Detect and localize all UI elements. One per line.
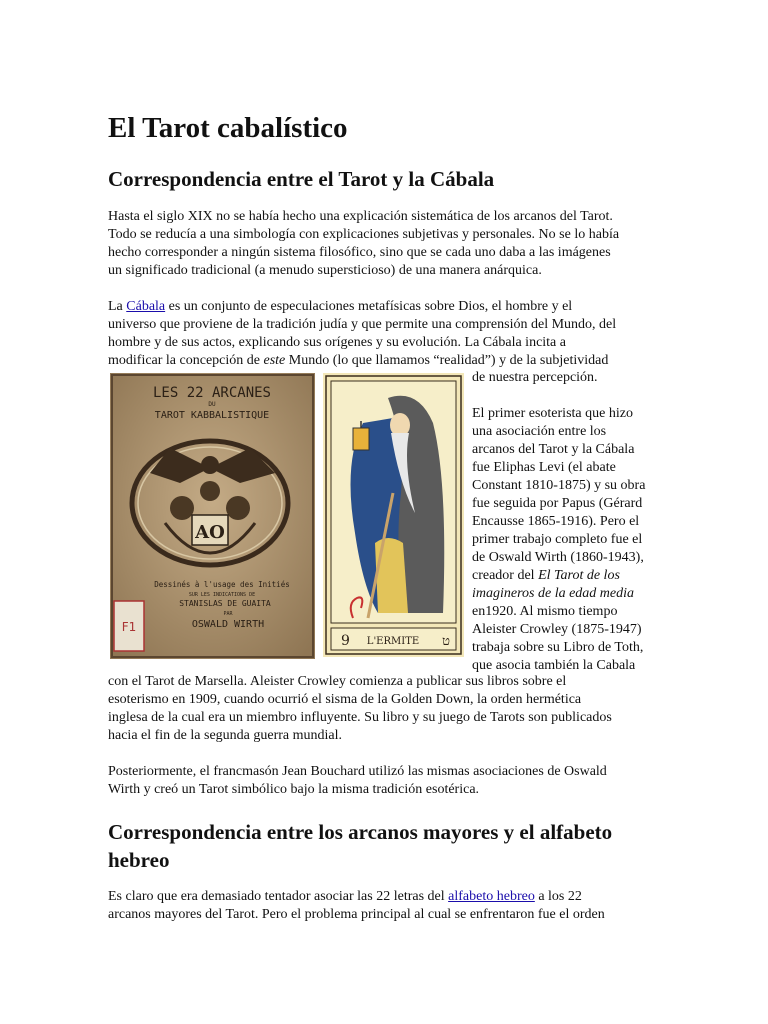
text-line: inglesa de la cual era un miembro influyente. Su libro y su juego de Tarots son publicados: [108, 710, 612, 725]
text-line: Todo se reducía a una simbología con explicaciones subjetivas y personales. No se lo había: [108, 227, 620, 242]
text-fragment: a los 22: [534, 889, 582, 904]
text-line: [472, 567, 672, 585]
tarot-card-hermit-image: [323, 373, 464, 657]
cover-stamp: F1: [121, 620, 137, 634]
text-fragment: La: [108, 299, 127, 314]
text-fragment: es un conjunto de especulaciones metafísicas sobre Dios, el hombre y el: [165, 299, 573, 314]
emphasis-text: este: [263, 353, 286, 368]
cover-caption: PAR: [223, 611, 233, 617]
cover-title-du: DU: [208, 401, 216, 408]
text-line: fue Eliphas Levi (el abate: [472, 460, 616, 475]
text-line: El primer esoterista que hizo: [472, 406, 633, 421]
text-line: primer trabajo completo fue el: [472, 532, 643, 547]
text-line: [108, 352, 660, 370]
text-line: Aleister Crowley (1875-1947): [472, 622, 642, 637]
paragraph-cabala: [108, 298, 660, 370]
text-line: Wirth y creó un Tarot simbólico bajo la misma tradición esotérica.: [108, 782, 480, 797]
emphasis-text: imagineros de la edad media: [472, 586, 635, 601]
text-line: de nuestra percepción.: [472, 370, 598, 385]
card-number: 9: [341, 633, 350, 649]
cover-caption: Dessinés à l'usage des Initiés: [154, 580, 290, 589]
text-fragment: Es claro que era demasiado tentador asociar las 22 letras del: [108, 889, 449, 904]
emphasis-text: El Tarot de los: [538, 568, 620, 583]
text-line: Constant 1810-1875) y su obra: [472, 478, 646, 493]
text-line: universo que proviene de la tradición judía y que permite una comprensión del Mundo, del: [108, 317, 617, 332]
text-line: con el Tarot de Marsella. Aleister Crowley comienza a publicar sus libros sobre el: [108, 674, 567, 689]
paragraph-intro: [108, 208, 660, 280]
cover-caption: SUR LES INDICATIONS DE: [188, 592, 256, 598]
text-line: fue seguida por Papus (Gérard: [472, 496, 643, 511]
section-heading-tarot-cabala: Correspondencia entre el Tarot y la Cábala: [108, 167, 495, 191]
section-heading-alfabeto-hebreo: Correspondencia entre los arcanos mayores y el alfabeto hebreo: [108, 820, 613, 872]
cover-title-main: TAROT KABBALISTIQUE: [154, 410, 270, 421]
text-line: Posteriormente, el francmasón Jean Bouchard utilizó las mismas asociaciones de Oswald: [108, 764, 607, 779]
cover-monogram: AO: [195, 522, 225, 543]
text-fragment: Mundo (lo que llamamos “realidad”) y de la subjetividad: [285, 353, 609, 368]
page-title: El Tarot cabalístico: [108, 112, 348, 144]
text-line: una asociación entre los: [472, 424, 607, 439]
text-line: Hasta el siglo XIX no se había hecho una explicación sistemática de los arcanos del Tarot.: [108, 209, 613, 224]
text-line: hacia el fin de la segunda guerra mundial.: [108, 728, 343, 743]
paragraph-crowley: [108, 673, 660, 745]
text-line: hombre y de sus actos, explicando sus orígenes y su evolución. La Cábala incita a: [108, 335, 566, 350]
text-line: hecho corresponder a ningún sistema filosófico, sino que se cada uno daba a las imágenes: [108, 245, 611, 260]
cabala-link[interactable]: Cábala: [126, 299, 166, 314]
text-line: arcanos mayores del Tarot. Pero el problema principal al cual se enfrentaron fue el orden: [108, 907, 605, 922]
paragraph-alfabeto: [108, 888, 660, 924]
text-line: Encausse 1865-1916). Pero el: [472, 514, 640, 529]
blank-line: [472, 387, 672, 405]
text-line: [472, 585, 672, 603]
side-text-column: [472, 369, 672, 675]
cover-caption: STANISLAS DE GUAITA: [179, 599, 271, 608]
alfabeto-hebreo-link[interactable]: alfabeto hebreo: [448, 889, 535, 904]
text-line: esoterismo en 1909, cuando ocurrió el sisma de la Golden Down, la orden hermética: [108, 692, 582, 707]
text-line: un significado tradicional (a menudo supersticioso) de una manera anárquica.: [108, 263, 542, 278]
text-line: que asocia también la Cabala: [472, 658, 636, 673]
text-fragment: creador del: [472, 568, 539, 583]
book-cover-image: [110, 373, 315, 659]
paragraph-bouchard: [108, 763, 660, 799]
card-hebrew-letter: ט: [442, 634, 450, 649]
text-fragment: modificar la concepción de: [108, 353, 264, 368]
text-line: en1920. Al mismo tiempo: [472, 604, 618, 619]
cover-title-top: LES 22 ARCANES: [152, 385, 272, 401]
text-line: de Oswald Wirth (1860-1943),: [472, 550, 644, 565]
text-line: trabaja sobre su Libro de Toth,: [472, 640, 644, 655]
text-line: [108, 888, 660, 906]
text-line: arcanos del Tarot y la Cábala: [472, 442, 635, 457]
card-name: L'ERMITE: [366, 636, 420, 647]
text-line: [108, 298, 660, 316]
cover-caption: OSWALD WIRTH: [191, 619, 265, 630]
